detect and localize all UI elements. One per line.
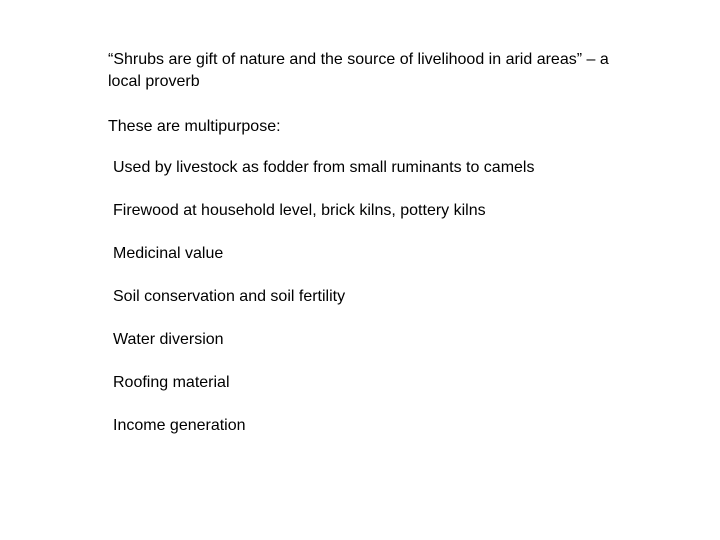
- list-item: Water diversion: [113, 331, 224, 348]
- uses-list: [113, 157, 534, 458]
- intro-text: These are multipurpose:: [108, 118, 281, 135]
- list-item: Soil conservation and soil fertility: [113, 288, 346, 305]
- list-item: Income generation: [113, 417, 246, 434]
- list-item: Used by livestock as fodder from small ruminants to camels: [113, 159, 535, 176]
- list-item: Roofing material: [113, 374, 230, 391]
- list-item: Medicinal value: [113, 245, 224, 262]
- proverb-quote: “Shrubs are gift of nature and the source of livelihood in arid areas” – a local proverb: [108, 51, 609, 90]
- list-item: Firewood at household level, brick kilns, pottery kilns: [113, 202, 486, 219]
